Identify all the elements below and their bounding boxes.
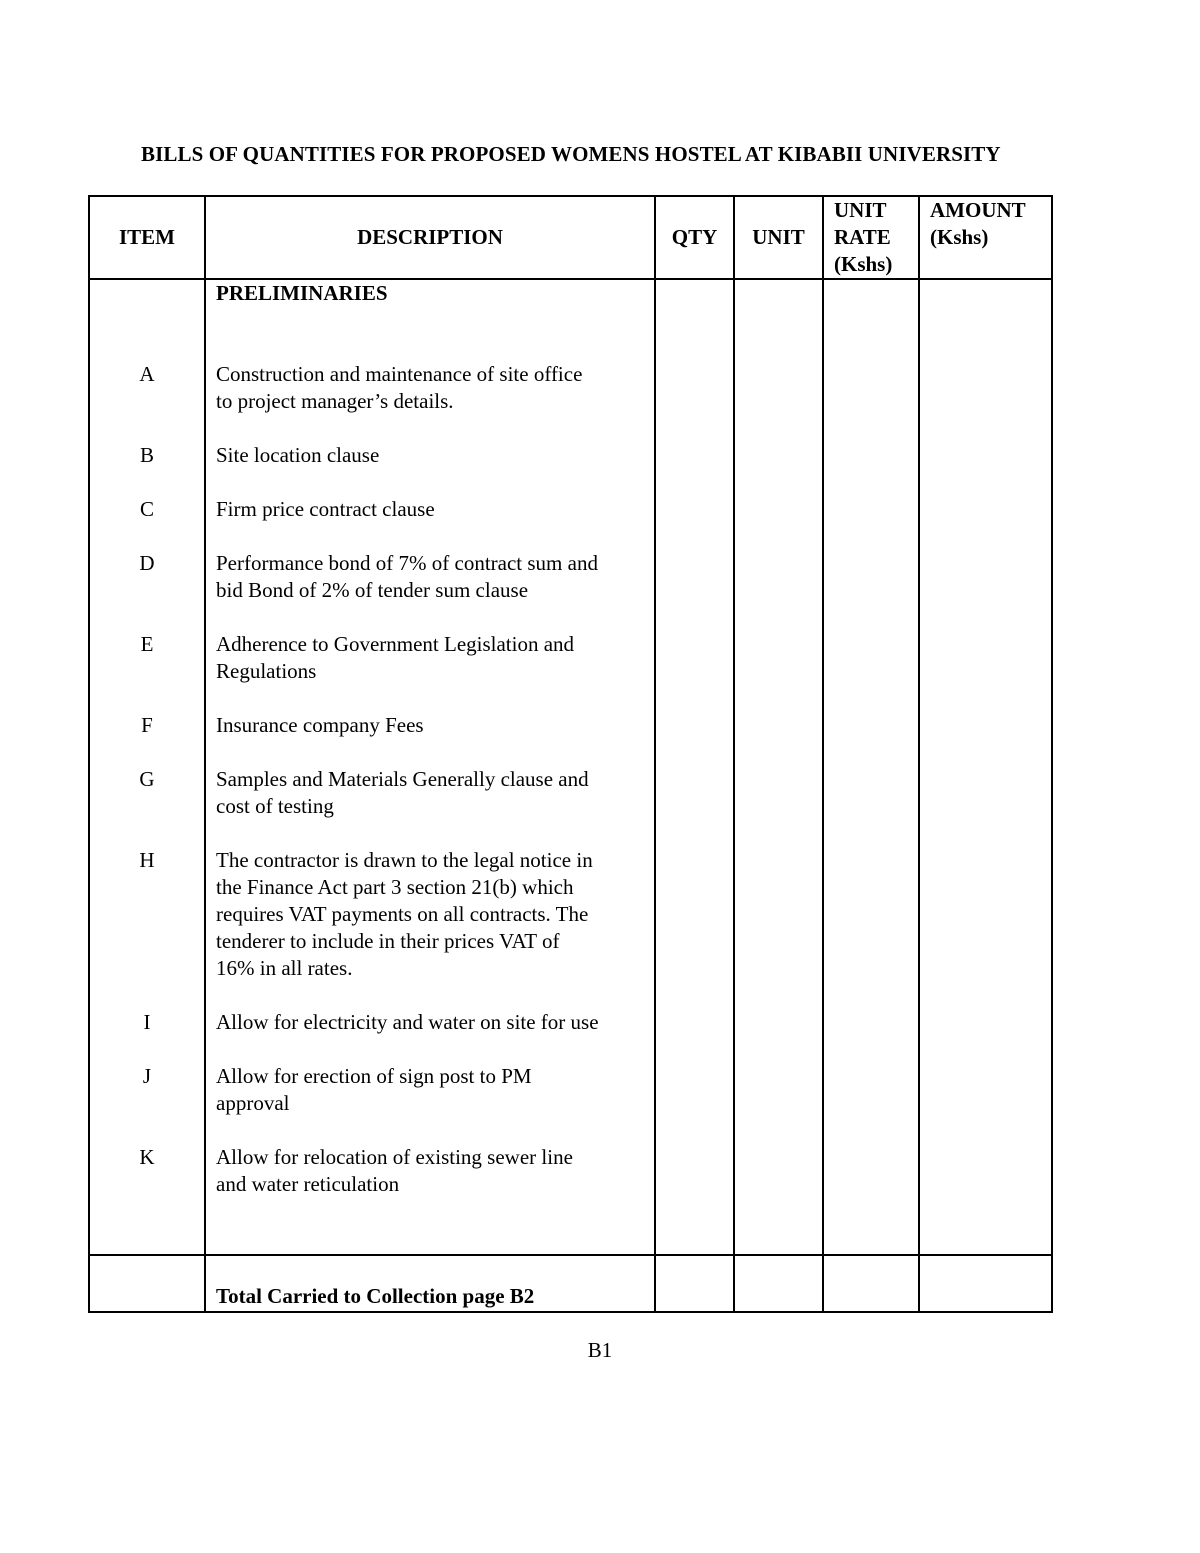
description-line: cost of testing [216, 794, 334, 818]
header-qty: QTY [655, 196, 734, 279]
header-description: DESCRIPTION [205, 196, 655, 279]
item-code: B [139, 443, 154, 467]
description-line: Firm price contract clause [216, 497, 435, 521]
item-code: A [139, 362, 155, 386]
unit-rate-column [823, 279, 919, 1255]
section-heading: PRELIMINARIES [216, 281, 388, 305]
description-line: Allow for electricity and water on site for use [216, 1010, 599, 1034]
description-line: The contractor is drawn to the legal notice in [216, 848, 593, 872]
description-line: Adherence to Government Legislation and [216, 632, 575, 656]
item-code: F [141, 713, 153, 737]
header-item: ITEM [89, 196, 205, 279]
item-code: K [139, 1145, 155, 1169]
item-code: C [139, 497, 154, 521]
total-label: Total Carried to Collection page B2 [205, 1255, 655, 1312]
header-unit-rate: UNIT RATE (Kshs) [823, 196, 919, 279]
description-line: Regulations [216, 659, 317, 683]
description-line: approval [216, 1091, 290, 1115]
item-code: D [139, 551, 155, 575]
description-line: to project manager’s details. [216, 389, 454, 413]
description-line: bid Bond of 2% of tender sum clause [216, 578, 529, 602]
item-code: E [140, 632, 154, 656]
header-amount: AMOUNT (Kshs) [919, 196, 1052, 279]
total-amount-cell [919, 1255, 1052, 1312]
description-column [205, 279, 655, 1255]
description-line: Insurance company Fees [216, 713, 424, 737]
description-line: 16% in all rates. [216, 956, 353, 980]
total-qty-cell [655, 1255, 734, 1312]
item-code: G [139, 767, 155, 791]
total-item-cell [89, 1255, 205, 1312]
qty-column [655, 279, 734, 1255]
amount-column [919, 279, 1052, 1255]
total-unit-rate-cell [823, 1255, 919, 1312]
description-line: Allow for erection of sign post to PM [216, 1064, 532, 1088]
description-line: Allow for relocation of existing sewer line [216, 1145, 573, 1169]
items-body-row [89, 279, 1052, 1255]
description-line: Site location clause [216, 443, 380, 467]
page-number: B1 [587, 1338, 613, 1362]
bill-of-quantities-table [88, 195, 1053, 1313]
description-line: Construction and maintenance of site office [216, 362, 583, 386]
item-code: H [139, 848, 155, 872]
description-line: the Finance Act part 3 section 21(b) which [216, 875, 574, 899]
description-line: and water reticulation [216, 1172, 400, 1196]
unit-column [734, 279, 823, 1255]
description-line: requires VAT payments on all contracts. The [216, 902, 589, 926]
description-line: Samples and Materials Generally clause and [216, 767, 589, 791]
description-line: tenderer to include in their prices VAT of [216, 929, 560, 953]
total-row [89, 1255, 1052, 1312]
total-unit-cell [734, 1255, 823, 1312]
table-header-row [89, 196, 1052, 279]
item-code: I [143, 1010, 151, 1034]
item-column [89, 279, 205, 1255]
document-title: BILLS OF QUANTITIES FOR PROPOSED WOMENS HOSTEL AT KIBABII UNIVERSITY [141, 142, 1001, 166]
header-unit: UNIT [734, 196, 823, 279]
description-line: Performance bond of 7% of contract sum and [216, 551, 598, 575]
item-code: J [142, 1064, 152, 1088]
